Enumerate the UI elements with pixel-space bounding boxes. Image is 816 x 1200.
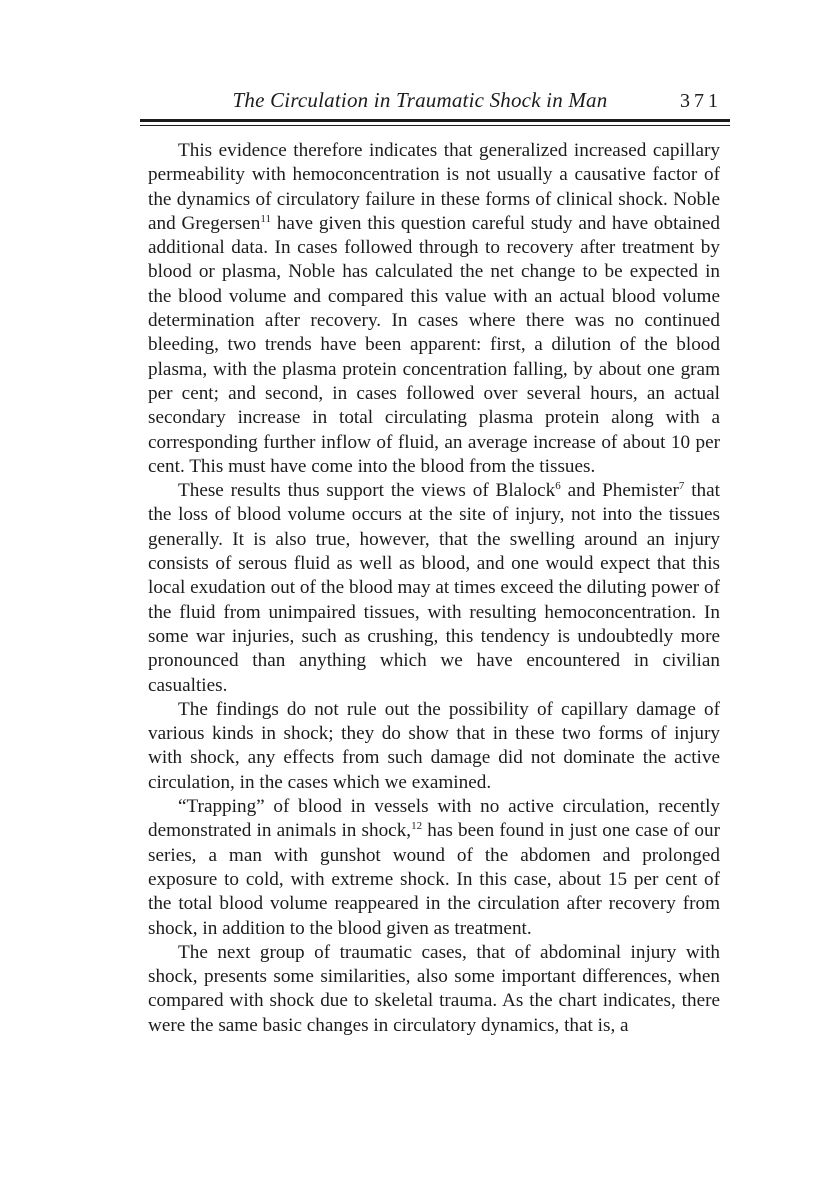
footnote-ref: 6: [555, 480, 561, 493]
paragraph: [148, 139, 720, 479]
running-head: [140, 86, 730, 116]
paragraph-text: that the loss of blood volume occurs at the site of injury, not into the tissues generally. It is also true, however, that the swelling around an injury consists of serous fluid as well as blood, and one would expect that this local exudation out of the blood may at times exceed the diluting power of the fluid from unimpaired tissues, with resulting hemoconcentration. In some war injuries, such as crushing, this tendency is undoubtedly more pronounced than anything which we have encountered in civilian casualties.: [148, 480, 720, 696]
footnote-ref: 7: [678, 480, 685, 493]
paragraph-text: The next group of traumatic cases, that of abdominal injury with shock, presents some similarities, also some important differences, when compared with shock due to skeletal trauma. As the chart indicates, there were the same basic changes in circulatory dynamics, that is, a: [148, 941, 720, 1036]
paragraph-text: The findings do not rule out the possibility of capillary damage of various kinds in shock; they do show that in these two forms of injury with shock, any effects from such damage did not dominate the active circulation, in the cases which we examined.: [148, 698, 720, 793]
paragraph-text: have given this question careful study and have obtained additional data. In cases followed through to recovery after treatment by blood or plasma, Noble has calculated the net change to be expected in the blood volume and compared this value with an actual blood volume determination after recovery. In cases where there was no continued bleeding, two trends have been apparent: first, a dilution of the blood plasma, with the plasma protein concentration falling, by about one gram per cent; and second, in cases followed over several hours, an actual secondary increase in total circulating plasma protein along with a corresponding further inflow of fluid, an average increase of about 10 per cent. This must have come into the blood from the tissues.: [148, 212, 720, 477]
paragraph: [148, 941, 720, 1038]
paragraph-text: “Trapping” of blood in vessels with no active circulation, recently demonstrated in animals in shock,: [148, 796, 720, 842]
paragraph: [148, 795, 720, 941]
header-rule-thin: [140, 125, 730, 126]
paragraph-text: has been found in just one case of our series, a man with gunshot wound of the abdomen and prolonged exposure to cold, with extreme shock. In this case, about 15 per cent of the total blood volume reappeared in the circulation after recovery from shock, in addition to the blood given as treatment.: [148, 820, 720, 939]
body-text: [148, 139, 720, 1038]
running-title: The Circulation in Traumatic Shock in Man: [232, 88, 608, 112]
footnote-ref: 11: [260, 212, 271, 225]
footnote-ref: 12: [411, 820, 423, 833]
paragraph-text: This evidence therefore indicates that generalized increased capillary permeability with hemoconcentration is not usually a causative factor of the dynamics of circulatory failure in these forms of clinical shock. Noble and Gregersen: [148, 140, 720, 234]
paragraph-text: These results thus support the views of Blalock: [178, 480, 556, 502]
paragraph-text: and Phemister: [560, 480, 679, 502]
paragraph: [148, 698, 720, 795]
header-rule-thick: [140, 119, 730, 122]
paragraph: [148, 479, 720, 698]
page-number: 371: [680, 90, 722, 112]
